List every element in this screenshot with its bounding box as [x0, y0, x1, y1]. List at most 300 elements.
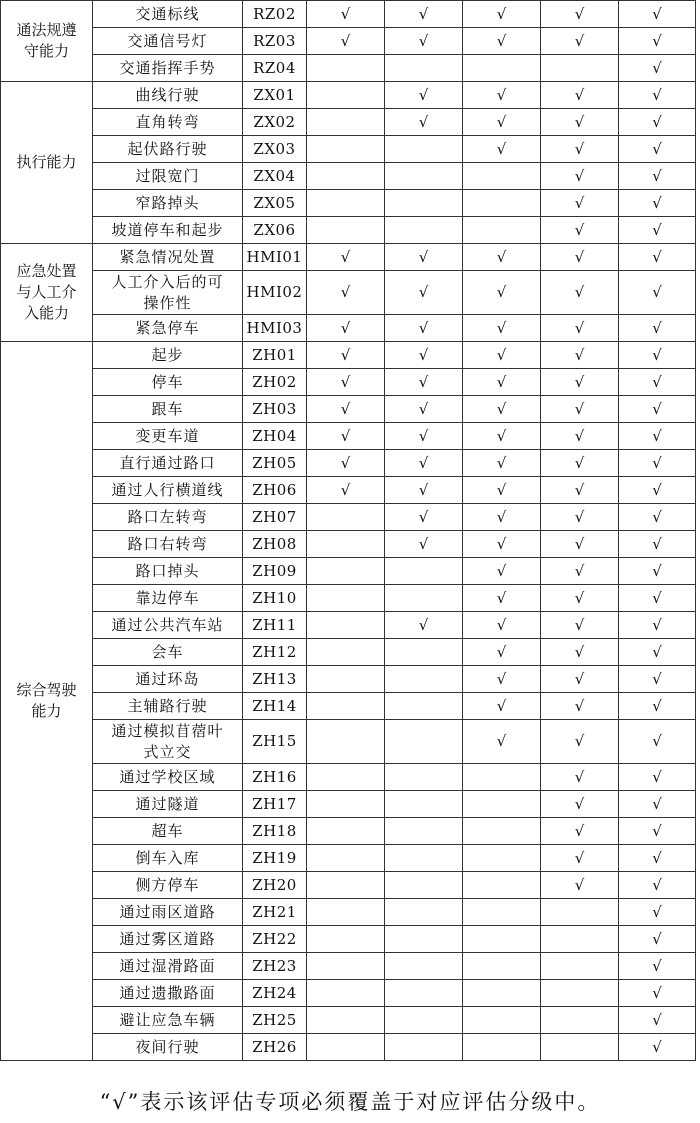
table-row: [1, 791, 696, 818]
check-mark: √: [619, 531, 696, 558]
item-name-cell: [93, 791, 243, 818]
table-row: [1, 764, 696, 791]
table-row: [1, 1007, 696, 1034]
empty-cell: [307, 190, 385, 217]
item-name-cell: [93, 450, 243, 477]
empty-cell: [463, 190, 541, 217]
item-code: ZX06: [243, 217, 307, 244]
item-name-cell: [93, 1034, 243, 1061]
table-row: [1, 612, 696, 639]
item-code: ZH09: [243, 558, 307, 585]
check-mark: √: [541, 163, 619, 190]
empty-cell: [385, 926, 463, 953]
empty-cell: [307, 845, 385, 872]
item-name-cell: [93, 271, 243, 315]
item-name: 变更车道: [135, 426, 200, 445]
check-mark: √: [541, 720, 619, 764]
category-cell: [1, 1, 93, 82]
item-name: 起步: [151, 345, 184, 364]
table-row: [1, 217, 696, 244]
empty-cell: [463, 217, 541, 244]
empty-cell: [307, 82, 385, 109]
item-name-cell: [93, 693, 243, 720]
check-mark: √: [541, 872, 619, 899]
category-label: 守能力: [23, 42, 69, 60]
empty-cell: [385, 872, 463, 899]
check-mark: √: [619, 369, 696, 396]
empty-cell: [307, 899, 385, 926]
table-row: [1, 271, 696, 315]
check-mark: √: [541, 477, 619, 504]
item-name-cell: [93, 926, 243, 953]
empty-cell: [463, 55, 541, 82]
empty-cell: [463, 163, 541, 190]
check-mark: √: [619, 899, 696, 926]
empty-cell: [463, 899, 541, 926]
item-name: 通过人行横道线: [111, 480, 224, 499]
check-mark: √: [619, 504, 696, 531]
table-row: [1, 244, 696, 271]
item-name: 通过环岛: [135, 669, 200, 688]
category-label: 入能力: [23, 304, 69, 322]
check-mark: √: [307, 477, 385, 504]
empty-cell: [307, 791, 385, 818]
check-mark: √: [541, 342, 619, 369]
check-mark: √: [541, 423, 619, 450]
item-name-cell: [93, 163, 243, 190]
check-mark: √: [619, 163, 696, 190]
check-mark: √: [619, 818, 696, 845]
item-name-cell: [93, 190, 243, 217]
item-name: 交通信号灯: [127, 31, 208, 50]
item-name-cell: [93, 612, 243, 639]
table-row: [1, 82, 696, 109]
item-name: 倒车入库: [135, 848, 200, 867]
item-name-cell: [93, 396, 243, 423]
category-label: 综合驾驶: [16, 681, 77, 699]
item-code: ZH01: [243, 342, 307, 369]
check-mark: √: [541, 693, 619, 720]
table-row: [1, 693, 696, 720]
item-code: ZH14: [243, 693, 307, 720]
empty-cell: [463, 764, 541, 791]
table-row: [1, 926, 696, 953]
empty-cell: [385, 136, 463, 163]
check-mark: √: [541, 217, 619, 244]
item-name: 侧方停车: [135, 875, 200, 894]
check-mark: √: [541, 639, 619, 666]
item-name: 交通标线: [135, 4, 200, 23]
item-code: ZH21: [243, 899, 307, 926]
empty-cell: [385, 163, 463, 190]
table-row: [1, 450, 696, 477]
empty-cell: [463, 845, 541, 872]
empty-cell: [541, 980, 619, 1007]
item-code: HMI02: [243, 271, 307, 315]
table-row: [1, 953, 696, 980]
empty-cell: [307, 639, 385, 666]
empty-cell: [307, 585, 385, 612]
check-mark: √: [385, 1, 463, 28]
category-label: 执行能力: [16, 153, 77, 171]
item-code: ZH17: [243, 791, 307, 818]
check-mark: √: [463, 504, 541, 531]
empty-cell: [385, 845, 463, 872]
item-name: 通过模拟苜蓿叶: [111, 721, 224, 740]
empty-cell: [307, 531, 385, 558]
empty-cell: [307, 872, 385, 899]
check-mark: √: [619, 764, 696, 791]
check-mark: √: [385, 369, 463, 396]
empty-cell: [385, 217, 463, 244]
check-mark: √: [385, 396, 463, 423]
check-mark: √: [619, 396, 696, 423]
check-mark: √: [307, 450, 385, 477]
empty-cell: [385, 953, 463, 980]
check-mark: √: [619, 558, 696, 585]
item-code: ZH22: [243, 926, 307, 953]
category-label: 应急处置: [16, 262, 77, 280]
check-mark: √: [541, 244, 619, 271]
check-mark: √: [541, 369, 619, 396]
empty-cell: [463, 1007, 541, 1034]
item-name-cell: [93, 504, 243, 531]
item-code: ZH05: [243, 450, 307, 477]
empty-cell: [385, 818, 463, 845]
check-mark: √: [463, 558, 541, 585]
check-mark: √: [463, 639, 541, 666]
item-name: 窄路掉头: [135, 193, 200, 212]
category-label: 能力: [31, 702, 62, 720]
check-mark: √: [541, 136, 619, 163]
empty-cell: [463, 818, 541, 845]
check-mark: √: [463, 585, 541, 612]
item-name: 通过湿滑路面: [119, 956, 216, 975]
item-name: 通过隧道: [135, 794, 200, 813]
check-mark: √: [463, 342, 541, 369]
empty-cell: [385, 980, 463, 1007]
table-row: [1, 55, 696, 82]
category-label: 与人工介: [16, 283, 77, 301]
empty-cell: [307, 693, 385, 720]
item-name: 通过雾区道路: [119, 929, 216, 948]
check-mark: √: [541, 531, 619, 558]
empty-cell: [307, 217, 385, 244]
item-name-cell: [93, 585, 243, 612]
empty-cell: [385, 190, 463, 217]
check-mark: √: [385, 244, 463, 271]
item-name: 过限宽门: [135, 166, 200, 185]
check-mark: √: [619, 82, 696, 109]
check-mark: √: [619, 1, 696, 28]
item-name: 通过公共汽车站: [111, 615, 224, 634]
item-name: 紧急停车: [135, 318, 200, 337]
check-mark: √: [385, 342, 463, 369]
item-name: 人工介入后的可: [111, 272, 224, 291]
check-mark: √: [619, 953, 696, 980]
item-name: 超车: [151, 821, 184, 840]
item-code: ZH06: [243, 477, 307, 504]
check-mark: √: [619, 693, 696, 720]
check-mark: √: [619, 720, 696, 764]
item-name: 避让应急车辆: [119, 1010, 216, 1029]
footnote: “√”表示该评估专项必须覆盖于对应评估分级中。: [99, 1090, 601, 1114]
check-mark: √: [541, 558, 619, 585]
table-row: [1, 315, 696, 342]
empty-cell: [385, 1034, 463, 1061]
check-mark: √: [307, 369, 385, 396]
check-mark: √: [307, 244, 385, 271]
item-name-cell: [93, 818, 243, 845]
check-mark: √: [619, 585, 696, 612]
check-mark: √: [307, 28, 385, 55]
table-row: [1, 504, 696, 531]
empty-cell: [385, 693, 463, 720]
check-mark: √: [619, 1007, 696, 1034]
check-mark: √: [619, 872, 696, 899]
table-row: [1, 666, 696, 693]
category-cell: [1, 244, 93, 342]
item-name-cell: [93, 244, 243, 271]
check-mark: √: [463, 315, 541, 342]
empty-cell: [541, 926, 619, 953]
check-mark: √: [307, 271, 385, 315]
check-mark: √: [541, 1, 619, 28]
item-code: ZX04: [243, 163, 307, 190]
item-code: ZH03: [243, 396, 307, 423]
empty-cell: [541, 953, 619, 980]
check-mark: √: [385, 82, 463, 109]
item-name: 直角转弯: [135, 112, 200, 131]
check-mark: √: [619, 612, 696, 639]
check-mark: √: [541, 82, 619, 109]
empty-cell: [307, 612, 385, 639]
table-row: [1, 531, 696, 558]
item-name-cell: [93, 899, 243, 926]
check-mark: √: [619, 244, 696, 271]
check-mark: √: [541, 585, 619, 612]
item-code: ZH25: [243, 1007, 307, 1034]
check-mark: √: [619, 477, 696, 504]
empty-cell: [385, 764, 463, 791]
empty-cell: [307, 558, 385, 585]
check-mark: √: [463, 693, 541, 720]
item-name: 交通指挥手势: [119, 58, 216, 77]
check-mark: √: [307, 315, 385, 342]
check-mark: √: [541, 315, 619, 342]
empty-cell: [385, 585, 463, 612]
empty-cell: [463, 791, 541, 818]
check-mark: √: [619, 980, 696, 1007]
empty-cell: [463, 872, 541, 899]
item-code: ZH10: [243, 585, 307, 612]
empty-cell: [541, 1034, 619, 1061]
empty-cell: [385, 639, 463, 666]
check-mark: √: [463, 423, 541, 450]
empty-cell: [385, 899, 463, 926]
item-name-cell: [93, 845, 243, 872]
item-code: ZH04: [243, 423, 307, 450]
item-code: ZH02: [243, 369, 307, 396]
check-mark: √: [463, 136, 541, 163]
item-code: HMI01: [243, 244, 307, 271]
table-row: [1, 1034, 696, 1061]
item-code: ZH19: [243, 845, 307, 872]
check-mark: √: [385, 28, 463, 55]
item-name-cell: [93, 82, 243, 109]
table-row: [1, 899, 696, 926]
item-name: 式立交: [143, 742, 192, 761]
item-name: 紧急情况处置: [119, 247, 216, 266]
empty-cell: [463, 926, 541, 953]
check-mark: √: [619, 423, 696, 450]
item-name: 曲线行驶: [135, 85, 200, 104]
check-mark: √: [463, 666, 541, 693]
check-mark: √: [463, 396, 541, 423]
empty-cell: [307, 764, 385, 791]
empty-cell: [385, 666, 463, 693]
item-name: 通过学校区域: [119, 767, 216, 786]
check-mark: √: [619, 190, 696, 217]
check-mark: √: [619, 136, 696, 163]
item-code: ZX02: [243, 109, 307, 136]
item-code: ZH18: [243, 818, 307, 845]
item-name: 直行通过路口: [119, 453, 216, 472]
table-row: [1, 980, 696, 1007]
item-code: ZH15: [243, 720, 307, 764]
empty-cell: [385, 791, 463, 818]
item-code: ZH13: [243, 666, 307, 693]
empty-cell: [307, 980, 385, 1007]
empty-cell: [307, 504, 385, 531]
item-name-cell: [93, 764, 243, 791]
check-mark: √: [463, 531, 541, 558]
item-name-cell: [93, 423, 243, 450]
item-name-cell: [93, 477, 243, 504]
check-mark: √: [541, 190, 619, 217]
empty-cell: [307, 953, 385, 980]
check-mark: √: [463, 28, 541, 55]
check-mark: √: [541, 28, 619, 55]
check-mark: √: [541, 450, 619, 477]
item-name: 夜间行驶: [135, 1037, 200, 1056]
empty-cell: [307, 666, 385, 693]
item-code: ZH26: [243, 1034, 307, 1061]
check-mark: √: [541, 666, 619, 693]
item-name-cell: [93, 666, 243, 693]
empty-cell: [385, 1007, 463, 1034]
table-row: [1, 585, 696, 612]
check-mark: √: [619, 639, 696, 666]
check-mark: √: [463, 369, 541, 396]
check-mark: √: [619, 109, 696, 136]
item-code: RZ03: [243, 28, 307, 55]
table-row: [1, 818, 696, 845]
item-code: ZH20: [243, 872, 307, 899]
check-mark: √: [541, 845, 619, 872]
check-mark: √: [619, 315, 696, 342]
category-cell: [1, 342, 93, 1061]
table-row: [1, 342, 696, 369]
check-mark: √: [541, 109, 619, 136]
check-mark: √: [385, 504, 463, 531]
item-name-cell: [93, 531, 243, 558]
item-code: ZX03: [243, 136, 307, 163]
check-mark: √: [463, 1, 541, 28]
check-mark: √: [463, 82, 541, 109]
check-mark: √: [385, 450, 463, 477]
item-name: 通过遗撒路面: [119, 983, 216, 1002]
empty-cell: [541, 899, 619, 926]
check-mark: √: [619, 342, 696, 369]
check-mark: √: [385, 612, 463, 639]
item-name-cell: [93, 342, 243, 369]
table-row: [1, 477, 696, 504]
check-mark: √: [385, 271, 463, 315]
check-mark: √: [463, 477, 541, 504]
table-row: [1, 369, 696, 396]
empty-cell: [307, 1034, 385, 1061]
empty-cell: [307, 818, 385, 845]
empty-cell: [307, 720, 385, 764]
empty-cell: [541, 55, 619, 82]
item-name-cell: [93, 217, 243, 244]
table-row: [1, 163, 696, 190]
category-cell: [1, 82, 93, 244]
item-name-cell: [93, 953, 243, 980]
check-mark: √: [619, 450, 696, 477]
check-mark: √: [463, 450, 541, 477]
item-name-cell: [93, 109, 243, 136]
check-mark: √: [541, 612, 619, 639]
check-mark: √: [541, 818, 619, 845]
check-mark: √: [463, 612, 541, 639]
check-mark: √: [385, 423, 463, 450]
check-mark: √: [307, 1, 385, 28]
item-code: ZH23: [243, 953, 307, 980]
item-code: ZX05: [243, 190, 307, 217]
check-mark: √: [463, 271, 541, 315]
item-code: RZ04: [243, 55, 307, 82]
empty-cell: [463, 953, 541, 980]
empty-cell: [307, 926, 385, 953]
empty-cell: [385, 558, 463, 585]
item-name: 操作性: [143, 293, 192, 312]
check-mark: √: [307, 396, 385, 423]
check-mark: √: [619, 666, 696, 693]
check-mark: √: [307, 423, 385, 450]
check-mark: √: [307, 342, 385, 369]
empty-cell: [463, 1034, 541, 1061]
item-name: 靠边停车: [135, 588, 200, 607]
check-mark: √: [619, 926, 696, 953]
empty-cell: [307, 163, 385, 190]
check-mark: √: [463, 244, 541, 271]
table-row: [1, 109, 696, 136]
item-code: ZH11: [243, 612, 307, 639]
item-name: 停车: [151, 372, 184, 391]
empty-cell: [307, 1007, 385, 1034]
check-mark: √: [619, 217, 696, 244]
table-row: [1, 720, 696, 764]
empty-cell: [385, 720, 463, 764]
item-name-cell: [93, 28, 243, 55]
item-name: 起伏路行驶: [127, 139, 208, 158]
item-name-cell: [93, 558, 243, 585]
table-row: [1, 558, 696, 585]
item-name-cell: [93, 639, 243, 666]
check-mark: √: [619, 271, 696, 315]
